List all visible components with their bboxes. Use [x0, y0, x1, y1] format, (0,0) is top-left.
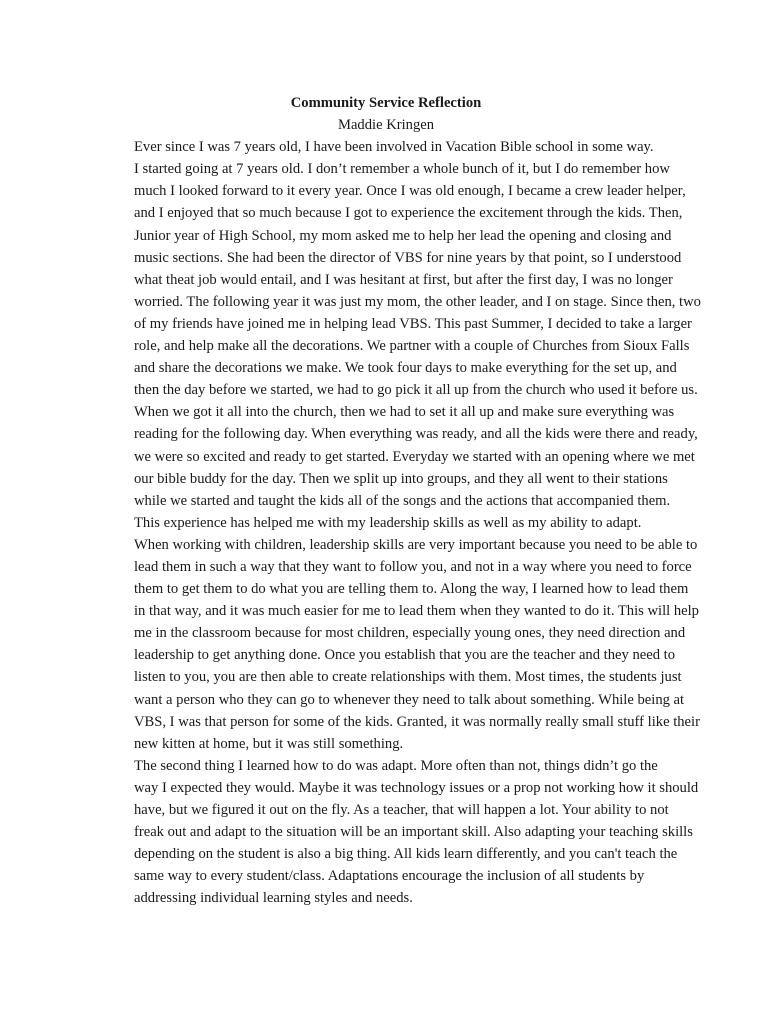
- paragraph-line: then the day before we started, we had to go pick it all up from the church who used it before us.: [134, 382, 698, 399]
- paragraph-line: our bible buddy for the day. Then we split up into groups, and they all went to their stations: [134, 470, 668, 487]
- paragraph-line: worried. The following year it was just my mom, the other leader, and I on stage. Since then, two: [134, 293, 701, 310]
- paragraph-line: and I enjoyed that so much because I got to experience the excitement through the kids. Then,: [134, 205, 683, 222]
- body-paragraph: [92, 755, 699, 910]
- paragraph-line: When we got it all into the church, then we had to set it all up and make sure everything was: [134, 404, 675, 421]
- paragraph-line: This experience has helped me with my leadership skills as well as my ability to adapt.: [134, 514, 642, 531]
- paragraph-line: freak out and adapt to the situation will be an important skill. Also adapting your teaching skills: [134, 824, 693, 841]
- paragraph-line: When working with children, leadership skills are very important because you need to be able to: [134, 536, 698, 553]
- paragraph-line: them to get them to do what you are telling them to. Along the way, I learned how to lead them: [134, 581, 689, 598]
- paragraph-line: listen to you, you are then able to create relationships with them. Most times, the students just: [134, 669, 682, 686]
- paragraphs-container: [92, 136, 701, 909]
- paragraph-line: we were so excited and ready to get started. Everyday we started with an opening where we met: [134, 448, 695, 465]
- paragraph-line: have, but we figured it out on the fly. As a teacher, that will happen a lot. Your ability to not: [134, 802, 669, 818]
- paragraph-line: in that way, and it was much easier for me to lead them when they wanted to do it. This will help: [134, 603, 699, 620]
- paragraph-line: VBS, I was that person for some of the kids. Granted, it was normally really small stuff like their: [134, 713, 700, 730]
- paragraph-line: Ever since I was 7 years old, I have been involved in Vacation Bible school in some way.: [134, 139, 654, 156]
- paragraph-line: way I expected they would. Maybe it was technology issues or a prop not working how it should: [134, 779, 699, 796]
- paragraph-line: reading for the following day. When everything was ready, and all the kids were there and ready,: [134, 426, 698, 443]
- paragraph-line: and share the decorations we make. We took four days to make everything for the set up, and: [134, 360, 677, 377]
- document-body: [92, 92, 701, 909]
- paragraph-line: while we started and taught the kids all of the songs and the actions that accompanied them.: [134, 492, 671, 509]
- paragraph-line: new kitten at home, but it was still something.: [134, 735, 404, 752]
- paragraph-line: role, and help make all the decorations. We partner with a couple of Churches from Sioux Falls: [134, 338, 690, 355]
- body-paragraph: [92, 136, 701, 512]
- paragraph-line: I started going at 7 years old. I don’t remember a whole bunch of it, but I do remember how: [134, 161, 670, 178]
- paragraph-line: me in the classroom because for most children, especially young ones, they need direction and: [134, 625, 686, 642]
- paragraph-line: of my friends have joined me in helping lead VBS. This past Summer, I decided to take a larger: [134, 315, 692, 332]
- paragraph-line: depending on the student is also a big thing. All kids learn differently, and you can't teach the: [134, 846, 678, 863]
- paragraph-line: Junior year of High School, my mom asked me to help her lead the opening and closing and: [134, 227, 672, 244]
- paragraph-line: music sections. She had been the director of VBS for nine years by that point, so I understood: [134, 249, 682, 266]
- paragraph-line: much I looked forward to it every year. Once I was old enough, I became a crew leader helper,: [134, 183, 686, 200]
- paragraph-line: lead them in such a way that they want to follow you, and not in a way where you need to force: [134, 558, 692, 575]
- paragraph-line: addressing individual learning styles and needs.: [134, 890, 413, 907]
- paragraph-line: The second thing I learned how to do was adapt. More often than not, things didn’t go the: [134, 757, 658, 774]
- paragraph-line: same way to every student/class. Adaptations encourage the inclusion of all students by: [134, 868, 645, 885]
- paragraph-line: leadership to get anything done. Once you establish that you are the teacher and they need to: [134, 647, 676, 664]
- body-paragraph: [92, 512, 700, 755]
- document-title: Community Service Reflection: [290, 95, 482, 111]
- paragraph-line: want a person who they can go to whenever they need to talk about something. While being at: [134, 691, 685, 708]
- paragraph-line: what theat job would entail, and I was hesitant at first, but after the first day, I was no longer: [134, 271, 673, 288]
- document-author: Maddie Kringen: [337, 117, 435, 134]
